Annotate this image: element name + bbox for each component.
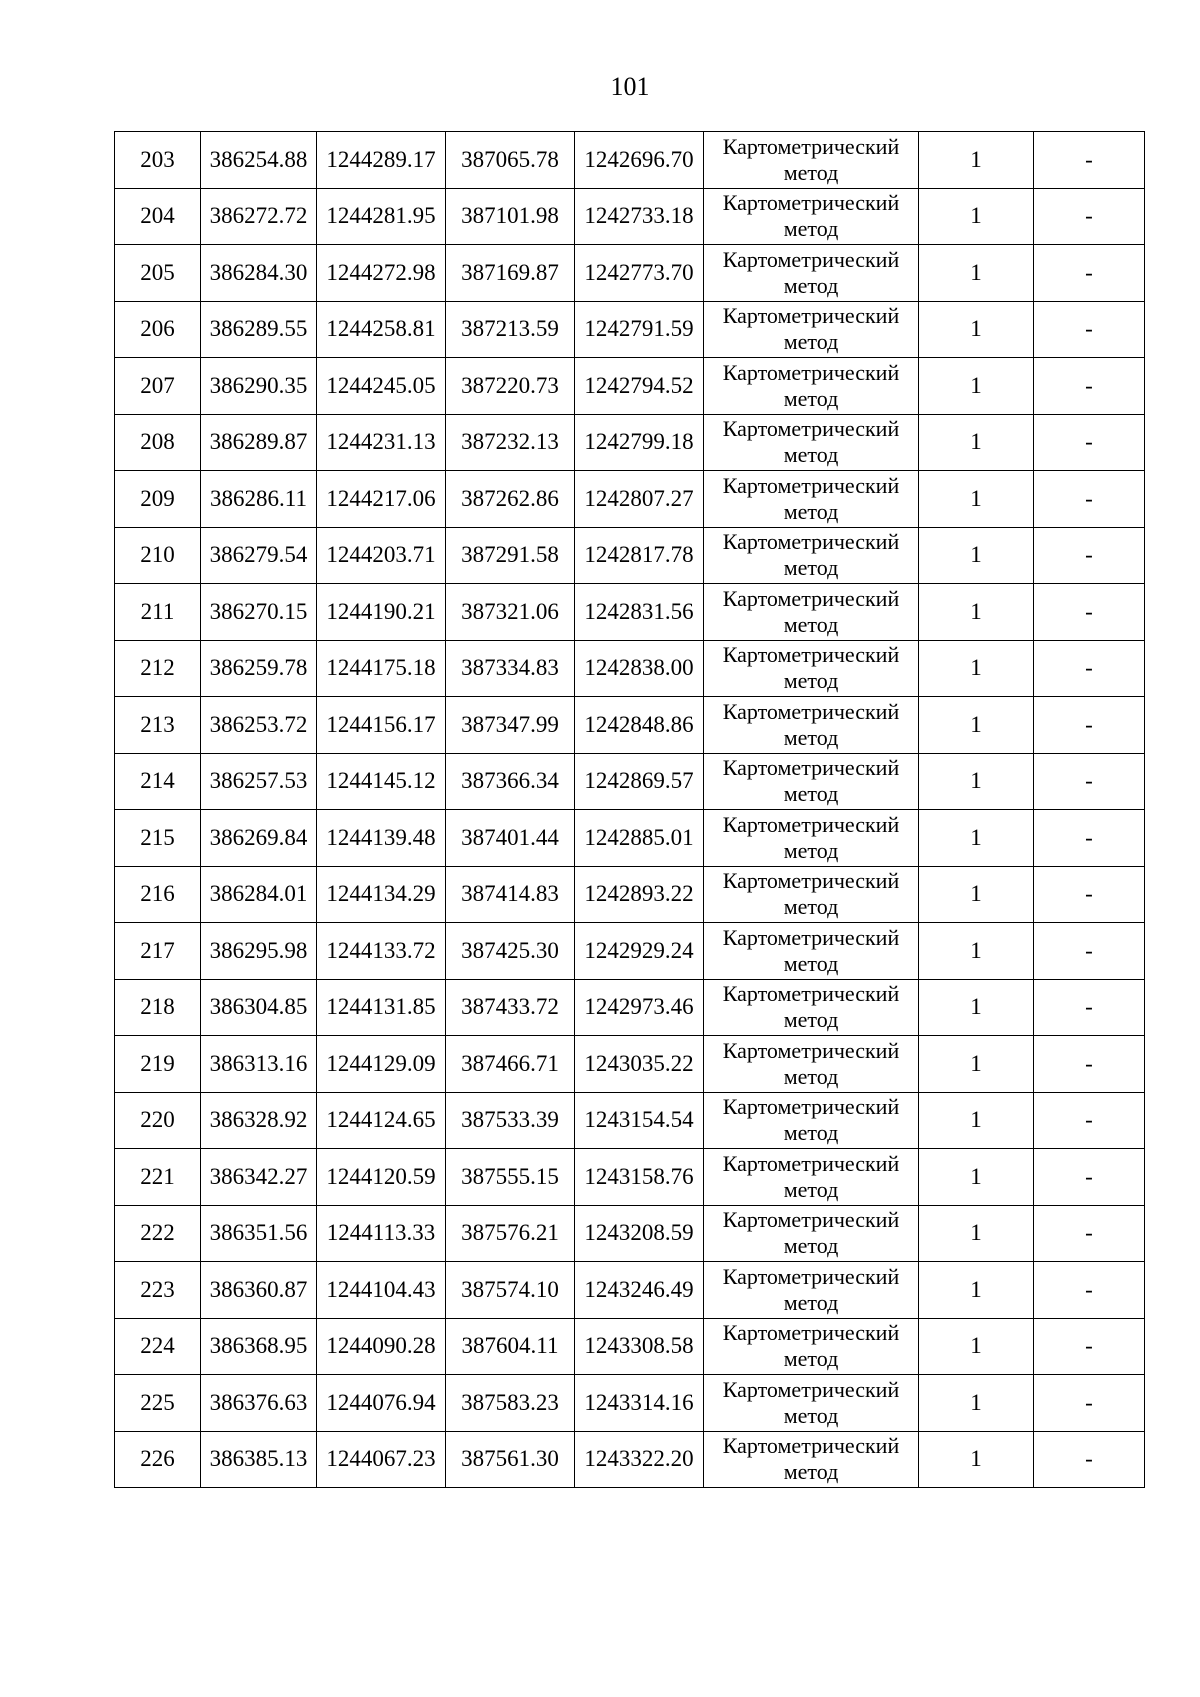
cell-y2-coordinate: 1242696.70 [575, 132, 704, 189]
table-row [115, 584, 1145, 641]
cell-y-coordinate: 1244272.98 [317, 245, 446, 302]
method-line-2: метод [783, 724, 839, 750]
cell-x2-coordinate: 387334.83 [446, 640, 575, 697]
method-line-1: Картометрический [722, 981, 900, 1007]
cell-point-number: 222 [115, 1205, 201, 1262]
method-line-2: метод [783, 272, 839, 298]
cell-note: - [1034, 1375, 1145, 1432]
cell-method [704, 245, 919, 302]
method-line-1: Картометрический [722, 359, 900, 385]
cell-y2-coordinate: 1243322.20 [575, 1431, 704, 1488]
method-line-2: метод [783, 385, 839, 411]
cell-method [704, 1036, 919, 1093]
cell-x-coordinate: 386360.87 [201, 1262, 317, 1319]
cell-x-coordinate: 386289.87 [201, 414, 317, 471]
cell-x-coordinate: 386351.56 [201, 1205, 317, 1262]
cell-y-coordinate: 1244129.09 [317, 1036, 446, 1093]
method-line-1: Картометрический [722, 1376, 900, 1402]
table-row [115, 358, 1145, 415]
cell-x-coordinate: 386385.13 [201, 1431, 317, 1488]
cell-x-coordinate: 386286.11 [201, 471, 317, 528]
method-line-1: Картометрический [722, 1094, 900, 1120]
method-line-1: Картометрический [722, 811, 900, 837]
cell-method [704, 753, 919, 810]
cell-method [704, 471, 919, 528]
cell-y2-coordinate: 1242817.78 [575, 527, 704, 584]
cell-method [704, 1149, 919, 1206]
cell-point-number: 211 [115, 584, 201, 641]
cell-point-number: 207 [115, 358, 201, 415]
cell-y2-coordinate: 1242838.00 [575, 640, 704, 697]
cell-note: - [1034, 1318, 1145, 1375]
cell-y-coordinate: 1244156.17 [317, 697, 446, 754]
cell-note: - [1034, 1036, 1145, 1093]
table-row [115, 1092, 1145, 1149]
method-line-1: Картометрический [722, 1207, 900, 1233]
method-line-2: метод [783, 1402, 839, 1428]
method-line-1: Картометрический [722, 642, 900, 668]
cell-point-number: 219 [115, 1036, 201, 1093]
cell-y-coordinate: 1244131.85 [317, 979, 446, 1036]
cell-method [704, 1375, 919, 1432]
method-line-2: метод [783, 442, 839, 468]
table-row [115, 697, 1145, 754]
method-line-2: метод [783, 555, 839, 581]
cell-x2-coordinate: 387291.58 [446, 527, 575, 584]
table-row [115, 866, 1145, 923]
cell-note: - [1034, 301, 1145, 358]
cell-x2-coordinate: 387401.44 [446, 810, 575, 867]
table-row [115, 132, 1145, 189]
cell-note: - [1034, 414, 1145, 471]
cell-point-number: 217 [115, 923, 201, 980]
cell-note: - [1034, 1092, 1145, 1149]
cell-y-coordinate: 1244258.81 [317, 301, 446, 358]
cell-y2-coordinate: 1242893.22 [575, 866, 704, 923]
cell-accuracy: 1 [919, 1149, 1034, 1206]
method-line-1: Картометрический [722, 698, 900, 724]
method-line-1: Картометрический [722, 924, 900, 950]
cell-method [704, 414, 919, 471]
table-row [115, 527, 1145, 584]
method-line-1: Картометрический [722, 529, 900, 555]
method-line-2: метод [783, 950, 839, 976]
table-row [115, 753, 1145, 810]
cell-x2-coordinate: 387220.73 [446, 358, 575, 415]
cell-y2-coordinate: 1243035.22 [575, 1036, 704, 1093]
method-line-2: метод [783, 668, 839, 694]
cell-y2-coordinate: 1242885.01 [575, 810, 704, 867]
method-line-1: Картометрический [722, 1433, 900, 1459]
cell-x-coordinate: 386254.88 [201, 132, 317, 189]
page-number: 101 [610, 72, 650, 101]
cell-accuracy: 1 [919, 358, 1034, 415]
cell-x-coordinate: 386270.15 [201, 584, 317, 641]
cell-method [704, 132, 919, 189]
cell-y-coordinate: 1244289.17 [317, 132, 446, 189]
cell-y-coordinate: 1244217.06 [317, 471, 446, 528]
cell-y-coordinate: 1244145.12 [317, 753, 446, 810]
method-line-1: Картометрический [722, 1037, 900, 1063]
cell-note: - [1034, 358, 1145, 415]
cell-point-number: 214 [115, 753, 201, 810]
cell-accuracy: 1 [919, 301, 1034, 358]
cell-point-number: 225 [115, 1375, 201, 1432]
method-line-2: метод [783, 1120, 839, 1146]
cell-x-coordinate: 386269.84 [201, 810, 317, 867]
cell-point-number: 213 [115, 697, 201, 754]
table-row [115, 640, 1145, 697]
cell-method [704, 1431, 919, 1488]
cell-accuracy: 1 [919, 640, 1034, 697]
cell-y2-coordinate: 1242807.27 [575, 471, 704, 528]
table-row [115, 1262, 1145, 1319]
method-line-1: Картометрический [722, 1150, 900, 1176]
cell-method [704, 923, 919, 980]
cell-point-number: 205 [115, 245, 201, 302]
cell-y-coordinate: 1244134.29 [317, 866, 446, 923]
cell-y-coordinate: 1244076.94 [317, 1375, 446, 1432]
cell-point-number: 206 [115, 301, 201, 358]
cell-y2-coordinate: 1243308.58 [575, 1318, 704, 1375]
table-row [115, 1375, 1145, 1432]
cell-y2-coordinate: 1243246.49 [575, 1262, 704, 1319]
cell-x2-coordinate: 387232.13 [446, 414, 575, 471]
cell-x2-coordinate: 387065.78 [446, 132, 575, 189]
cell-accuracy: 1 [919, 414, 1034, 471]
cell-x2-coordinate: 387574.10 [446, 1262, 575, 1319]
cell-y2-coordinate: 1243154.54 [575, 1092, 704, 1149]
cell-x-coordinate: 386284.30 [201, 245, 317, 302]
cell-y-coordinate: 1244281.95 [317, 188, 446, 245]
cell-x2-coordinate: 387466.71 [446, 1036, 575, 1093]
cell-point-number: 221 [115, 1149, 201, 1206]
table-row [115, 1149, 1145, 1206]
method-line-1: Картометрический [722, 755, 900, 781]
cell-accuracy: 1 [919, 1092, 1034, 1149]
cell-x2-coordinate: 387555.15 [446, 1149, 575, 1206]
cell-point-number: 215 [115, 810, 201, 867]
cell-method [704, 527, 919, 584]
cell-accuracy: 1 [919, 753, 1034, 810]
cell-y2-coordinate: 1242869.57 [575, 753, 704, 810]
method-line-2: метод [783, 498, 839, 524]
cell-x-coordinate: 386328.92 [201, 1092, 317, 1149]
method-line-1: Картометрический [722, 246, 900, 272]
cell-y-coordinate: 1244120.59 [317, 1149, 446, 1206]
cell-x-coordinate: 386284.01 [201, 866, 317, 923]
cell-accuracy: 1 [919, 810, 1034, 867]
cell-method [704, 640, 919, 697]
cell-method [704, 1205, 919, 1262]
cell-y2-coordinate: 1242773.70 [575, 245, 704, 302]
cell-x2-coordinate: 387347.99 [446, 697, 575, 754]
cell-note: - [1034, 471, 1145, 528]
cell-method [704, 301, 919, 358]
cell-note: - [1034, 1149, 1145, 1206]
cell-point-number: 204 [115, 188, 201, 245]
cell-y-coordinate: 1244245.05 [317, 358, 446, 415]
cell-x-coordinate: 386259.78 [201, 640, 317, 697]
cell-y2-coordinate: 1242794.52 [575, 358, 704, 415]
cell-y2-coordinate: 1242799.18 [575, 414, 704, 471]
cell-y2-coordinate: 1242973.46 [575, 979, 704, 1036]
cell-method [704, 866, 919, 923]
method-line-1: Картометрический [722, 303, 900, 329]
cell-point-number: 218 [115, 979, 201, 1036]
cell-y2-coordinate: 1243158.76 [575, 1149, 704, 1206]
cell-y-coordinate: 1244090.28 [317, 1318, 446, 1375]
cell-note: - [1034, 753, 1145, 810]
method-line-2: метод [783, 1063, 839, 1089]
cell-point-number: 216 [115, 866, 201, 923]
cell-x2-coordinate: 387101.98 [446, 188, 575, 245]
cell-accuracy: 1 [919, 188, 1034, 245]
cell-method [704, 584, 919, 641]
cell-note: - [1034, 640, 1145, 697]
method-line-2: метод [783, 781, 839, 807]
method-line-2: метод [783, 837, 839, 863]
cell-point-number: 203 [115, 132, 201, 189]
cell-method [704, 1318, 919, 1375]
cell-x-coordinate: 386289.55 [201, 301, 317, 358]
cell-accuracy: 1 [919, 527, 1034, 584]
cell-x2-coordinate: 387321.06 [446, 584, 575, 641]
cell-method [704, 810, 919, 867]
cell-accuracy: 1 [919, 697, 1034, 754]
cell-y2-coordinate: 1242733.18 [575, 188, 704, 245]
cell-accuracy: 1 [919, 1205, 1034, 1262]
cell-accuracy: 1 [919, 245, 1034, 302]
cell-y2-coordinate: 1243314.16 [575, 1375, 704, 1432]
table-row [115, 979, 1145, 1036]
table-row [115, 1318, 1145, 1375]
cell-x-coordinate: 386304.85 [201, 979, 317, 1036]
cell-accuracy: 1 [919, 1318, 1034, 1375]
cell-y-coordinate: 1244104.43 [317, 1262, 446, 1319]
cell-x2-coordinate: 387583.23 [446, 1375, 575, 1432]
cell-accuracy: 1 [919, 1431, 1034, 1488]
method-line-2: метод [783, 1176, 839, 1202]
cell-note: - [1034, 1431, 1145, 1488]
cell-note: - [1034, 1205, 1145, 1262]
table-row [115, 188, 1145, 245]
method-line-1: Картометрический [722, 1320, 900, 1346]
cell-point-number: 220 [115, 1092, 201, 1149]
method-line-2: метод [783, 329, 839, 355]
cell-method [704, 358, 919, 415]
cell-y-coordinate: 1244190.21 [317, 584, 446, 641]
cell-x2-coordinate: 387169.87 [446, 245, 575, 302]
cell-accuracy: 1 [919, 923, 1034, 980]
cell-y2-coordinate: 1242929.24 [575, 923, 704, 980]
cell-note: - [1034, 245, 1145, 302]
cell-point-number: 223 [115, 1262, 201, 1319]
cell-note: - [1034, 810, 1145, 867]
cell-x-coordinate: 386257.53 [201, 753, 317, 810]
cell-y-coordinate: 1244133.72 [317, 923, 446, 980]
cell-point-number: 224 [115, 1318, 201, 1375]
cell-method [704, 697, 919, 754]
table-row [115, 810, 1145, 867]
method-line-2: метод [783, 1346, 839, 1372]
method-line-1: Картометрический [722, 585, 900, 611]
cell-point-number: 212 [115, 640, 201, 697]
cell-x2-coordinate: 387561.30 [446, 1431, 575, 1488]
cell-x2-coordinate: 387213.59 [446, 301, 575, 358]
cell-y-coordinate: 1244231.13 [317, 414, 446, 471]
cell-y-coordinate: 1244175.18 [317, 640, 446, 697]
cell-x2-coordinate: 387425.30 [446, 923, 575, 980]
method-line-2: метод [783, 1007, 839, 1033]
cell-y-coordinate: 1244203.71 [317, 527, 446, 584]
cell-accuracy: 1 [919, 1036, 1034, 1093]
cell-method [704, 979, 919, 1036]
cell-y2-coordinate: 1243208.59 [575, 1205, 704, 1262]
cell-x2-coordinate: 387576.21 [446, 1205, 575, 1262]
cell-y2-coordinate: 1242831.56 [575, 584, 704, 641]
table-row [115, 471, 1145, 528]
method-line-2: метод [783, 1459, 839, 1485]
cell-y2-coordinate: 1242848.86 [575, 697, 704, 754]
cell-x2-coordinate: 387414.83 [446, 866, 575, 923]
cell-x2-coordinate: 387366.34 [446, 753, 575, 810]
cell-accuracy: 1 [919, 584, 1034, 641]
cell-method [704, 1262, 919, 1319]
cell-y-coordinate: 1244067.23 [317, 1431, 446, 1488]
cell-x-coordinate: 386368.95 [201, 1318, 317, 1375]
cell-accuracy: 1 [919, 132, 1034, 189]
method-line-1: Картометрический [722, 868, 900, 894]
cell-x-coordinate: 386313.16 [201, 1036, 317, 1093]
method-line-2: метод [783, 1289, 839, 1315]
cell-point-number: 209 [115, 471, 201, 528]
table-body [115, 132, 1145, 1488]
cell-y-coordinate: 1244139.48 [317, 810, 446, 867]
cell-point-number: 226 [115, 1431, 201, 1488]
cell-point-number: 208 [115, 414, 201, 471]
method-line-1: Картометрический [722, 190, 900, 216]
table-row [115, 245, 1145, 302]
method-line-2: метод [783, 216, 839, 242]
cell-x-coordinate: 386272.72 [201, 188, 317, 245]
cell-note: - [1034, 697, 1145, 754]
cell-note: - [1034, 923, 1145, 980]
method-line-1: Картометрический [722, 472, 900, 498]
cell-note: - [1034, 866, 1145, 923]
table-row [115, 1036, 1145, 1093]
cell-note: - [1034, 527, 1145, 584]
method-line-2: метод [783, 894, 839, 920]
cell-method [704, 1092, 919, 1149]
cell-note: - [1034, 132, 1145, 189]
cell-y2-coordinate: 1242791.59 [575, 301, 704, 358]
cell-x2-coordinate: 387533.39 [446, 1092, 575, 1149]
table-row [115, 1431, 1145, 1488]
cell-x-coordinate: 386295.98 [201, 923, 317, 980]
method-line-1: Картометрический [722, 416, 900, 442]
table-row [115, 414, 1145, 471]
table-row [115, 923, 1145, 980]
method-line-1: Картометрический [722, 1263, 900, 1289]
cell-x-coordinate: 386253.72 [201, 697, 317, 754]
cell-accuracy: 1 [919, 471, 1034, 528]
coordinates-table [114, 131, 1145, 1488]
cell-point-number: 210 [115, 527, 201, 584]
cell-y-coordinate: 1244124.65 [317, 1092, 446, 1149]
cell-note: - [1034, 1262, 1145, 1319]
method-line-2: метод [783, 1233, 839, 1259]
cell-x-coordinate: 386290.35 [201, 358, 317, 415]
cell-x-coordinate: 386376.63 [201, 1375, 317, 1432]
cell-note: - [1034, 979, 1145, 1036]
cell-note: - [1034, 584, 1145, 641]
cell-method [704, 188, 919, 245]
cell-x2-coordinate: 387262.86 [446, 471, 575, 528]
cell-accuracy: 1 [919, 866, 1034, 923]
cell-x-coordinate: 386342.27 [201, 1149, 317, 1206]
cell-y-coordinate: 1244113.33 [317, 1205, 446, 1262]
cell-x2-coordinate: 387604.11 [446, 1318, 575, 1375]
cell-accuracy: 1 [919, 1262, 1034, 1319]
cell-x2-coordinate: 387433.72 [446, 979, 575, 1036]
cell-note: - [1034, 188, 1145, 245]
table-row [115, 301, 1145, 358]
table-row [115, 1205, 1145, 1262]
cell-accuracy: 1 [919, 1375, 1034, 1432]
method-line-1: Картометрический [722, 133, 900, 159]
cell-x-coordinate: 386279.54 [201, 527, 317, 584]
method-line-2: метод [783, 611, 839, 637]
cell-accuracy: 1 [919, 979, 1034, 1036]
method-line-2: метод [783, 159, 839, 185]
